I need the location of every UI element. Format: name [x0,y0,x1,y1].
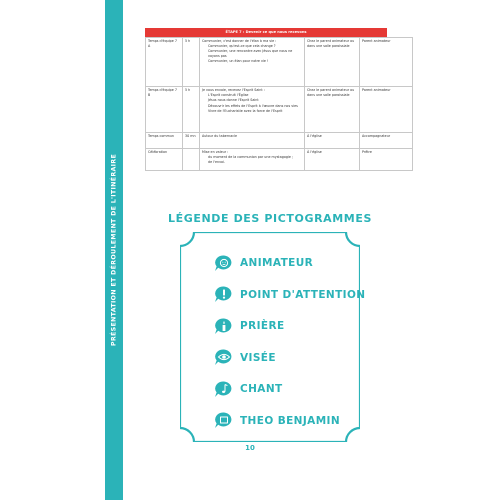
chapter-spine-title: PRÉSENTATION ET DÉROULEMENT DE L'ITINÉRAIRE [110,153,118,347]
cell-content-bullet: • du moment de la communion par une mystagogie ; [208,155,302,160]
cell-content-bullet: • Découvrir les effets de l'Esprit à l'œuvre dans nos vies [208,104,302,109]
cell-session: Temps d'équipe 7 A [146,38,183,87]
cell-content-intro: Communier, c'est donner de l'élan à ma vie : [202,39,277,43]
cell-content-bullet: • Communier, un élan pour notre vie ! [208,59,302,64]
legend-item-label: PRIÈRE [240,320,285,332]
legend-item-label: POINT D'ATTENTION [240,288,366,301]
smiley-bubble-icon [214,255,234,272]
legend-item [214,316,285,336]
cell-location: Chez le parent animateur ou dans une salle paroissiale [305,38,360,87]
cell-content-bullet: • de l'envoi. [208,160,302,165]
cell-content [200,149,305,171]
cell-content-intro: Mise en valeur : [202,150,229,154]
cell-content-intro: Je vous envoie, recevez l'Esprit Saint : [202,88,265,92]
table-row [146,87,413,133]
table-row [146,149,413,171]
legend-item [214,285,365,305]
cell-location: À l'église [305,133,360,149]
table-body [145,37,413,171]
cell-leader: Prêtre [360,149,413,171]
cell-content-bullet: • Communier, une rencontre avec Jésus que nous ne voyons pas [208,49,302,58]
book-bubble-icon [214,412,234,429]
cell-duration: 5 h [183,87,200,133]
legend-item [214,253,313,273]
legend-title: LÉGENDE DES PICTOGRAMMES [168,212,372,225]
legend-item-label: VISÉE [240,351,276,364]
cell-content-bullet: • Jésus nous donne l'Esprit Saint [208,98,302,103]
cell-content-bullet: • Vivre de l'Eucharistie avec la force de l'Esprit [208,109,302,114]
legend-item [214,411,340,431]
eye-bubble-icon [214,349,234,366]
candle-bubble-icon [214,318,234,335]
cell-leader: Parent animateur [360,87,413,133]
cell-location: Chez le parent animateur ou dans une salle paroissiale [305,87,360,133]
table-header: ÉTAPE 7 : Devenir ce que nous recevons [145,28,387,37]
cell-content [200,38,305,87]
cell-leader: Parent animateur [360,38,413,87]
cell-session: Temps d'équipe 7 B [146,87,183,133]
legend-item [214,379,283,399]
legend-item-label: ANIMATEUR [240,257,314,269]
schedule-table [145,28,391,171]
cell-session: Célébration [146,149,183,171]
cell-content [200,87,305,133]
cell-location: À l'église [305,149,360,171]
legend-item-label: CHANT [240,383,283,395]
page-number: 10 [245,444,255,452]
cell-duration [183,149,200,171]
table-row [146,38,413,87]
legend-item-label: THEO BENJAMIN [240,414,341,427]
legend-item [214,348,276,368]
cell-leader: Accompagnateur [360,133,413,149]
cell-duration: 5 h [183,38,200,87]
cell-session: Temps commun [146,133,183,149]
cell-content-bullet: • L'Esprit construit l'Église [208,93,302,98]
cell-content-bullet: • Communier, qu'est-ce que cela change ? [208,44,302,49]
table-row [146,133,413,149]
cell-content [200,133,305,149]
music-note-bubble-icon [214,381,234,398]
cell-duration: 30 mn [183,133,200,149]
cell-content-intro: Autour du tabernacle [202,134,237,138]
exclamation-bubble-icon [214,286,234,303]
